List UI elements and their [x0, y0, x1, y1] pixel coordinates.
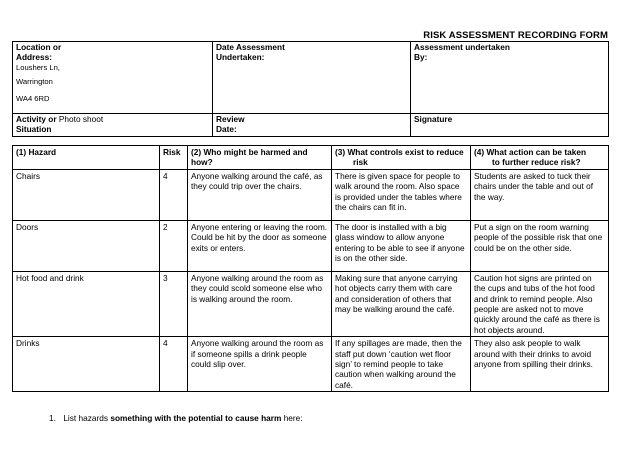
review-label-1: Review	[216, 114, 245, 124]
footer-text-bold: something with the potential to cause harm	[110, 413, 282, 423]
activity-cell[interactable]	[13, 114, 213, 137]
action-cell[interactable]: Caution hot signs are printed on the cups and tubs of the hot food and drink to remind people. Also people are asked not to move quickly around the café as there is hot objects around.	[471, 271, 609, 336]
undertaken-label-2: By:	[414, 51, 428, 62]
action-cell[interactable]: Students are asked to tuck their chairs under the table and out of the way.	[471, 169, 609, 220]
signature-label: Signature	[414, 114, 453, 124]
address-line-1: Loushers Ln,	[16, 62, 60, 72]
col-header-action-line1: (4) What action can be taken	[474, 147, 587, 157]
address-line-3: WA4 6RD	[16, 93, 50, 103]
date-label-2: Undertaken:	[216, 51, 265, 62]
table-row	[13, 337, 609, 392]
col-header-action	[471, 146, 609, 170]
risk-cell[interactable]: 2	[160, 220, 188, 271]
address-line-2: Warrington	[16, 76, 53, 86]
col-header-controls	[332, 146, 471, 170]
hazard-table	[12, 145, 609, 392]
harmed-cell[interactable]: Anyone entering or leaving the room. Could be hit by the door as someone exits or enters.	[188, 220, 332, 271]
footer-number: 1.	[49, 413, 56, 423]
table-row	[13, 271, 609, 336]
col-header-controls-line1: (3) What controls exist to reduce	[335, 147, 464, 157]
footer-instruction	[49, 413, 303, 423]
date-undertaken-cell[interactable]	[213, 42, 411, 114]
activity-value: Photo shoot	[56, 114, 104, 124]
situation-label: Situation	[16, 123, 52, 134]
address-label: Address:	[16, 51, 52, 62]
table-row	[13, 220, 609, 271]
controls-cell[interactable]: If any spillages are made, then the staff put down ‘caution wet floor sign’ to remind people to take caution when walking around the café.	[332, 337, 471, 392]
table-row	[13, 169, 609, 220]
col-header-hazard: (1) Hazard	[13, 146, 160, 170]
activity-label: Activity or	[16, 114, 57, 124]
col-header-risk: Risk	[160, 146, 188, 170]
col-header-controls-line2: risk	[353, 157, 368, 168]
review-date-cell[interactable]	[213, 114, 411, 137]
col-header-action-line2: to further reduce risk?	[492, 157, 581, 168]
undertaken-by-cell[interactable]	[411, 42, 609, 114]
hazard-cell[interactable]: Doors	[13, 220, 160, 271]
risk-cell[interactable]: 4	[160, 337, 188, 392]
form-title: RISK ASSESSMENT RECORDING FORM	[423, 30, 608, 41]
assessment-header-table	[12, 41, 609, 137]
action-cell[interactable]: They also ask people to walk around with their drinks to avoid anyone from spilling their drinks.	[471, 337, 609, 392]
controls-cell[interactable]: There is given space for people to walk around the room. Also space is provided under the tables where the chairs can fit in.	[332, 169, 471, 220]
location-cell[interactable]	[13, 42, 213, 114]
review-label-2: Date:	[216, 123, 237, 134]
footer-text-start: List hazards	[63, 413, 111, 423]
risk-cell[interactable]: 4	[160, 169, 188, 220]
hazard-cell[interactable]: Drinks	[13, 337, 160, 392]
controls-cell[interactable]: The door is installed with a big glass window to allow anyone entering to be able to see if anyone is on the other side.	[332, 220, 471, 271]
date-label-1: Date Assessment	[216, 42, 285, 52]
harmed-cell[interactable]: Anyone walking around the café, as they could trip over the chairs.	[188, 169, 332, 220]
footer-text-end: here:	[281, 413, 303, 423]
location-label: Location or	[16, 42, 62, 52]
col-header-harmed: (2) Who might be harmed and how?	[188, 146, 332, 170]
undertaken-label-1: Assessment undertaken	[414, 42, 510, 52]
risk-cell[interactable]: 3	[160, 271, 188, 336]
harmed-cell[interactable]: Anyone walking around the room as they could scold someone else who is walking around the room.	[188, 271, 332, 336]
action-cell[interactable]: Put a sign on the room warning people of the possible risk that one could be on the other side.	[471, 220, 609, 271]
hazard-cell[interactable]: Hot food and drink	[13, 271, 160, 336]
signature-cell[interactable]	[411, 114, 609, 137]
hazard-cell[interactable]: Chairs	[13, 169, 160, 220]
controls-cell[interactable]: Making sure that anyone carrying hot objects carry them with care and consideration of others that may be walking around the café.	[332, 271, 471, 336]
harmed-cell[interactable]: Anyone walking around the room as if someone spills a drink people could slip over.	[188, 337, 332, 392]
